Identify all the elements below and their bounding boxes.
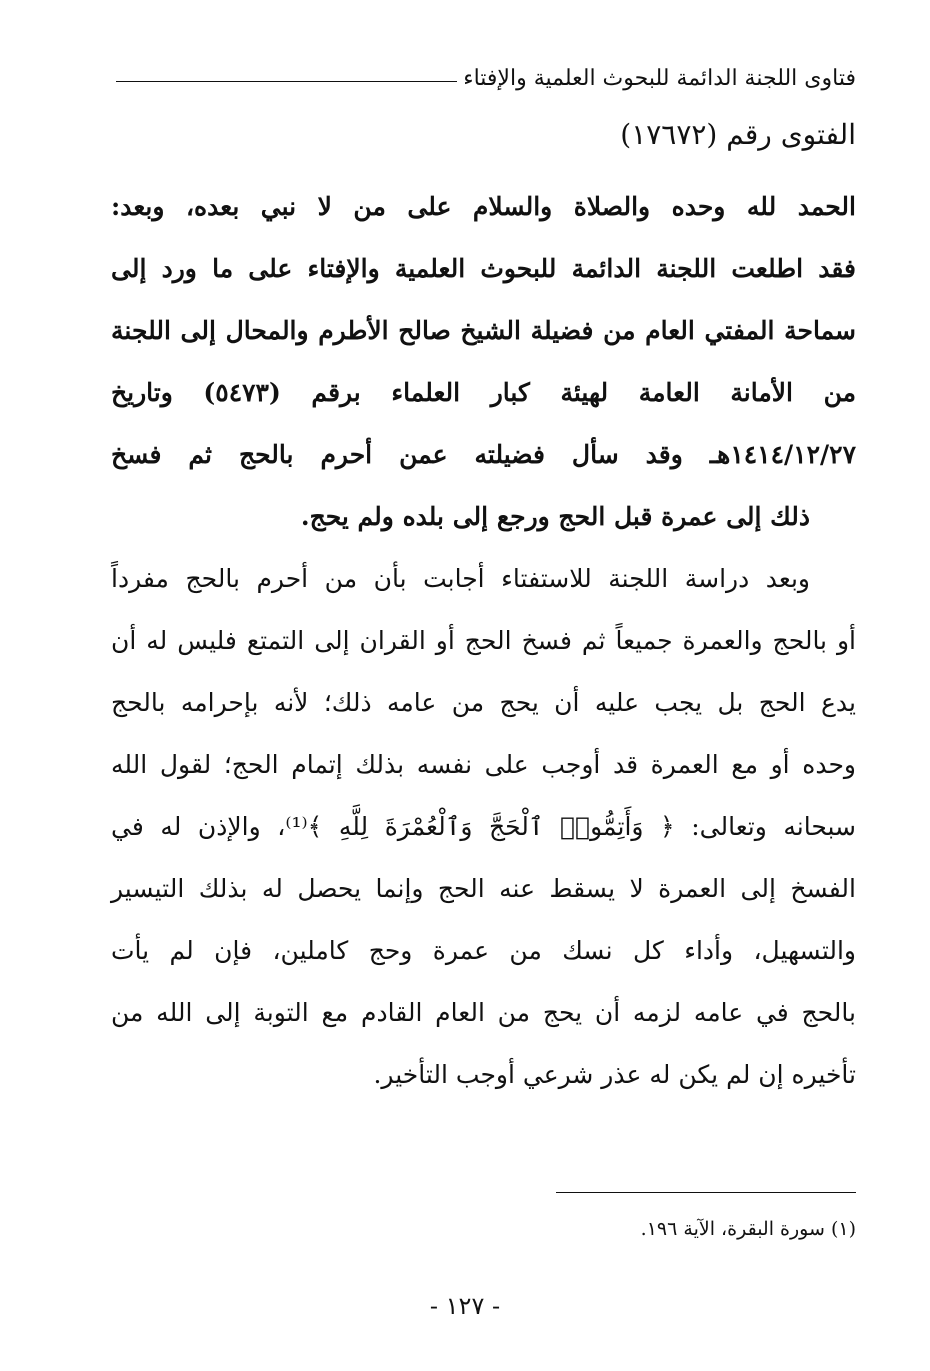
question-line: من الأمانة العامة لهيئة كبار العلماء برقم (٥٤٧٣) وتاريخ — [111, 378, 856, 407]
answer-line: بالحج في عامه لزمه أن يحج من العام القادم مع التوبة إلى الله من — [111, 998, 856, 1027]
fatwa-number-title: الفتوى رقم (١٧٦٧٢) — [620, 118, 856, 151]
answer-line: الفسخ إلى العمرة لا يسقط عنه الحج وإنما يحصل له بذلك التيسير — [111, 874, 856, 903]
answer-line: وحده أو مع العمرة قد أوجب على نفسه بذلك إتمام الحج؛ لقول الله — [111, 750, 856, 779]
header-title: فتاوى اللجنة الدائمة للبحوث العلمية والإفتاء — [463, 65, 856, 91]
answer-line: والتسهيل، وأداء كل نسك من عمرة وحج كاملين، فإن لم يأت — [111, 936, 856, 965]
answer-line: أو بالحج والعمرة جميعاً ثم فسخ الحج أو القران إلى التمتع فليس له أن — [111, 626, 856, 655]
answer-line-quran-verse: سبحانه وتعالى: ﴿ وَأَتِمُّوا۟ ٱلْحَجَّ وَٱلْعُمْرَةَ لِلَّهِ ﴾⁽¹⁾، والإذن له في — [111, 812, 856, 841]
question-line: الحمد لله وحده والصلاة والسلام على من لا نبي بعده، وبعد: — [111, 192, 856, 221]
running-header — [116, 58, 856, 98]
answer-line: وبعد دراسة اللجنة للاستفتاء أجابت بأن من أحرم بالحج مفرداً — [111, 564, 810, 593]
fatwa-body — [111, 176, 856, 1106]
answer-line: يدع الحج بل يجب عليه أن يحج من عامه ذلك؛ لأنه بإحرامه بالحج — [111, 688, 856, 717]
header-rule — [116, 81, 457, 82]
question-line: سماحة المفتي العام من فضيلة الشيخ صالح الأطرم والمحال إلى اللجنة — [111, 316, 856, 345]
footnote: (١) سورة البقرة، الآية ١٩٦. — [640, 1218, 856, 1240]
page-number: - ١٢٧ - — [429, 1292, 501, 1320]
question-line: ١٤١٤/١٢/٢٧هـ وقد سأل فضيلته عمن أحرم بالحج ثم فسخ — [111, 440, 856, 469]
question-line: فقد اطلعت اللجنة الدائمة للبحوث العلمية والإفتاء على ما ورد إلى — [111, 254, 856, 283]
answer-line: تأخيره إن لم يكن له عذر شرعي أوجب التأخير. — [373, 1060, 856, 1089]
footnote-rule — [556, 1192, 856, 1193]
question-line: ذلك إلى عمرة قبل الحج ورجع إلى بلده ولم يحج. — [300, 502, 810, 531]
